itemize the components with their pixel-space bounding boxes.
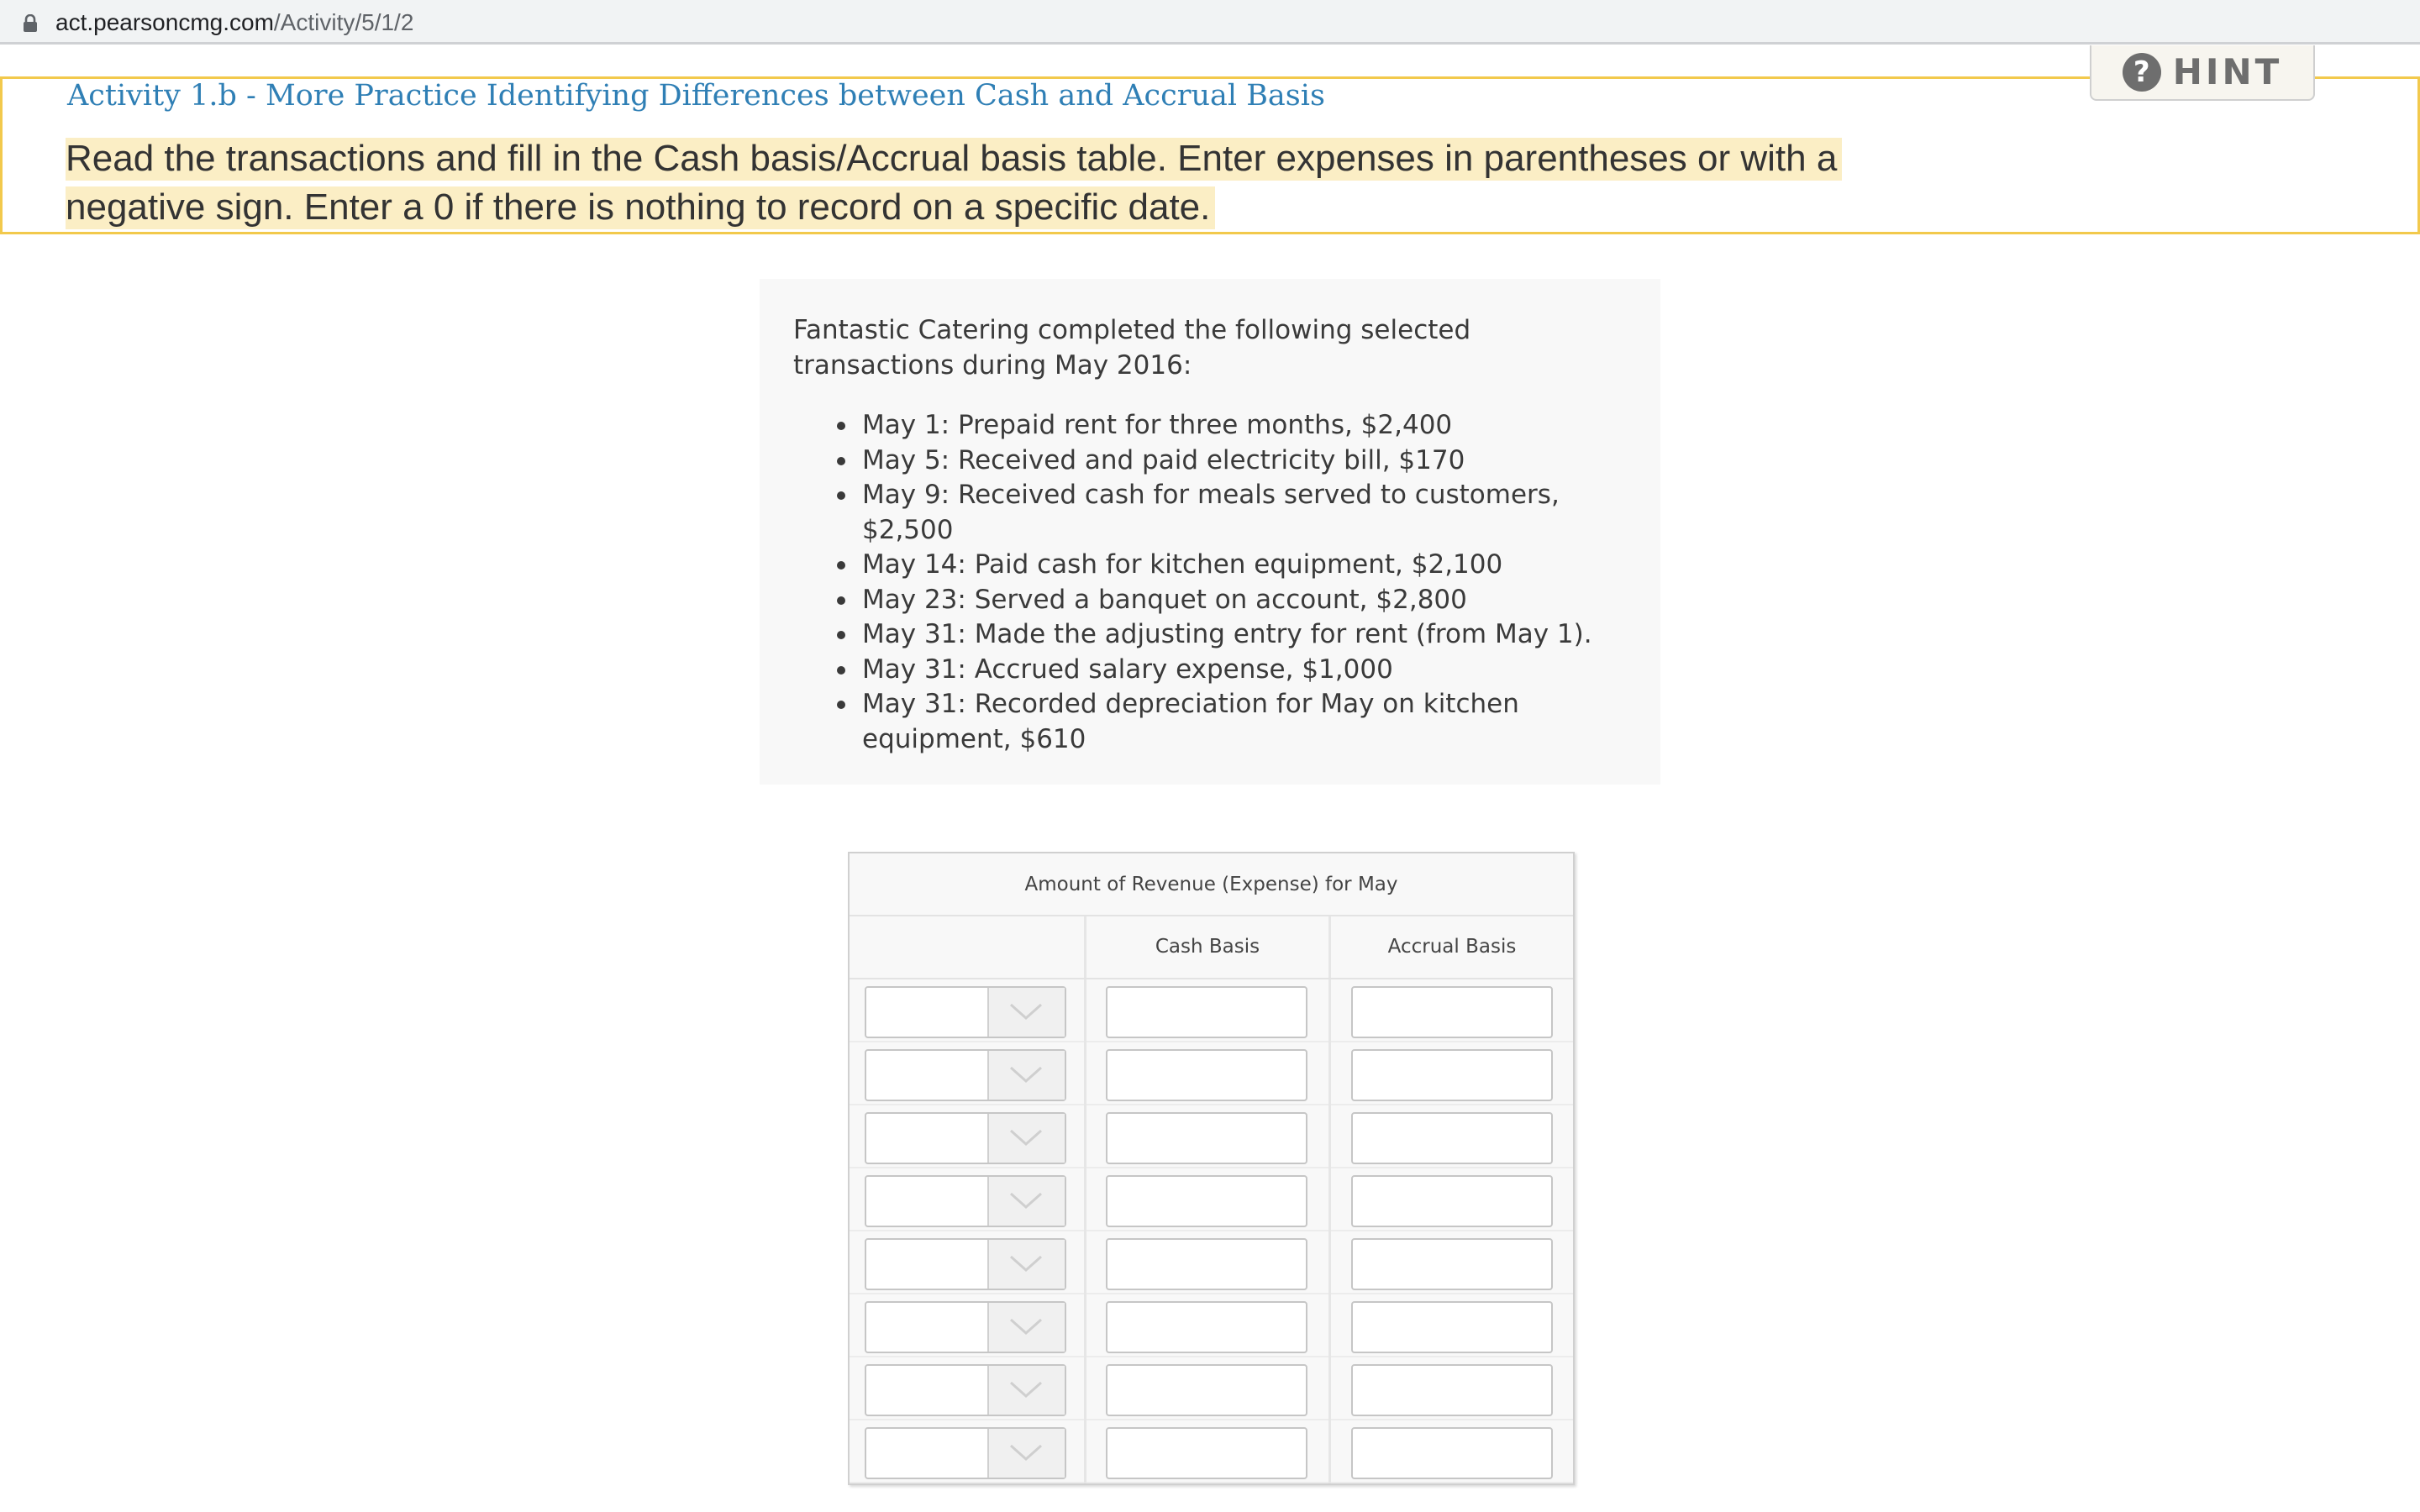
cash-basis-input[interactable] <box>1106 1364 1307 1416</box>
cash-basis-input[interactable] <box>1106 986 1307 1038</box>
list-item: May 31: Made the adjusting entry for rent (from May 1). <box>862 617 1635 653</box>
list-item: May 31: Accrued salary expense, $1,000 <box>862 653 1635 688</box>
chevron-down-icon <box>989 1303 1063 1352</box>
cell-divider <box>1084 1105 1086 1168</box>
lock-icon <box>22 14 39 33</box>
list-item: May 1: Prepaid rent for three months, $2,400 <box>862 408 1635 444</box>
activity-title: Activity 1.b - More Practice Identifying Differences between Cash and Accrual Basis <box>67 79 1325 113</box>
chevron-down-icon <box>989 1114 1063 1163</box>
problem-box <box>760 279 1660 785</box>
date-select[interactable] <box>865 986 1066 1038</box>
column-header-cash-basis: Cash Basis <box>1084 916 1328 978</box>
cell-divider <box>1328 1231 1331 1294</box>
cell-divider <box>1328 1105 1331 1168</box>
list-item: May 31: Recorded depreciation for May on kitchen equipment, $610 <box>862 687 1635 757</box>
chevron-down-icon <box>989 1429 1063 1478</box>
url-domain: act.pearsoncmg.com <box>55 9 274 35</box>
table-row <box>850 1420 1573 1483</box>
list-item: May 23: Served a banquet on account, $2,800 <box>862 583 1635 618</box>
question-circle-icon: ? <box>2123 53 2161 92</box>
accrual-basis-input[interactable] <box>1351 1175 1553 1227</box>
cell-divider <box>1328 1042 1331 1105</box>
accrual-basis-input[interactable] <box>1351 1301 1553 1353</box>
cell-divider <box>1328 1357 1331 1420</box>
chevron-down-icon <box>989 1366 1063 1415</box>
cell-divider <box>1084 1294 1086 1357</box>
accrual-basis-input[interactable] <box>1351 1112 1553 1164</box>
column-header-accrual-basis: Accrual Basis <box>1328 916 1573 978</box>
problem-intro: Fantastic Catering completed the following selected transactions during May 2016: <box>793 315 1471 381</box>
cash-basis-input[interactable] <box>1106 1175 1307 1227</box>
date-select[interactable] <box>865 1175 1066 1227</box>
hint-label: HINT <box>2172 51 2283 92</box>
cell-divider <box>1328 1420 1331 1483</box>
cash-basis-input[interactable] <box>1106 1112 1307 1164</box>
date-select[interactable] <box>865 1364 1066 1416</box>
url-text[interactable] <box>55 8 413 37</box>
dropdown-button[interactable] <box>987 1366 1065 1415</box>
cell-divider <box>1084 1042 1086 1105</box>
dropdown-button[interactable] <box>987 1114 1065 1163</box>
dropdown-button[interactable] <box>987 988 1065 1037</box>
dropdown-button[interactable] <box>987 1240 1065 1289</box>
table-row <box>850 1042 1573 1105</box>
date-select[interactable] <box>865 1427 1066 1479</box>
table-row <box>850 1168 1573 1231</box>
list-item: May 9: Received cash for meals served to customers, $2,500 <box>862 478 1635 548</box>
list-item: May 5: Received and paid electricity bill, $170 <box>862 444 1635 479</box>
dropdown-button[interactable] <box>987 1303 1065 1352</box>
accrual-basis-input[interactable] <box>1351 1427 1553 1479</box>
column-header-date <box>850 916 1084 978</box>
chevron-down-icon <box>989 1051 1063 1100</box>
cell-divider <box>1084 1357 1086 1420</box>
date-select[interactable] <box>865 1112 1066 1164</box>
table-row <box>850 1357 1573 1420</box>
instructions <box>66 134 1881 232</box>
table-caption: Amount of Revenue (Expense) for May <box>850 853 1573 916</box>
instructions-text: Read the transactions and fill in the Cash basis/Accrual basis table. Enter expenses in parentheses or with a negative sign. Enter a 0 if there is nothing to record on a specific date. <box>66 138 1842 229</box>
accrual-basis-input[interactable] <box>1351 1049 1553 1101</box>
cash-basis-input[interactable] <box>1106 1238 1307 1290</box>
address-bar[interactable] <box>0 0 2420 45</box>
table-row <box>850 1294 1573 1357</box>
cell-divider <box>1328 979 1331 1042</box>
list-item: May 14: Paid cash for kitchen equipment, $2,100 <box>862 548 1635 583</box>
dropdown-button[interactable] <box>987 1051 1065 1100</box>
cell-divider <box>1084 1231 1086 1294</box>
url-path: /Activity/5/1/2 <box>273 9 414 35</box>
chevron-down-icon <box>989 1177 1063 1226</box>
dropdown-button[interactable] <box>987 1429 1065 1478</box>
table-row <box>850 1231 1573 1294</box>
dropdown-button[interactable] <box>987 1177 1065 1226</box>
chevron-down-icon <box>989 988 1063 1037</box>
chevron-down-icon <box>989 1240 1063 1289</box>
date-select[interactable] <box>865 1238 1066 1290</box>
accrual-basis-input[interactable] <box>1351 1238 1553 1290</box>
cash-basis-input[interactable] <box>1106 1049 1307 1101</box>
cell-divider <box>1328 1168 1331 1231</box>
transaction-list <box>793 408 1627 757</box>
cash-basis-input[interactable] <box>1106 1427 1307 1479</box>
cell-divider <box>1084 1168 1086 1231</box>
table-row <box>850 1105 1573 1168</box>
accrual-basis-input[interactable] <box>1351 986 1553 1038</box>
cash-basis-input[interactable] <box>1106 1301 1307 1353</box>
hint-button[interactable] <box>2090 45 2315 101</box>
column-header-row <box>850 916 1573 979</box>
table-row <box>850 979 1573 1042</box>
date-select[interactable] <box>865 1301 1066 1353</box>
cell-divider <box>1328 1294 1331 1357</box>
cell-divider <box>1084 1420 1086 1483</box>
accrual-basis-input[interactable] <box>1351 1364 1553 1416</box>
entry-table <box>848 852 1575 1485</box>
date-select[interactable] <box>865 1049 1066 1101</box>
cell-divider <box>1084 979 1086 1042</box>
